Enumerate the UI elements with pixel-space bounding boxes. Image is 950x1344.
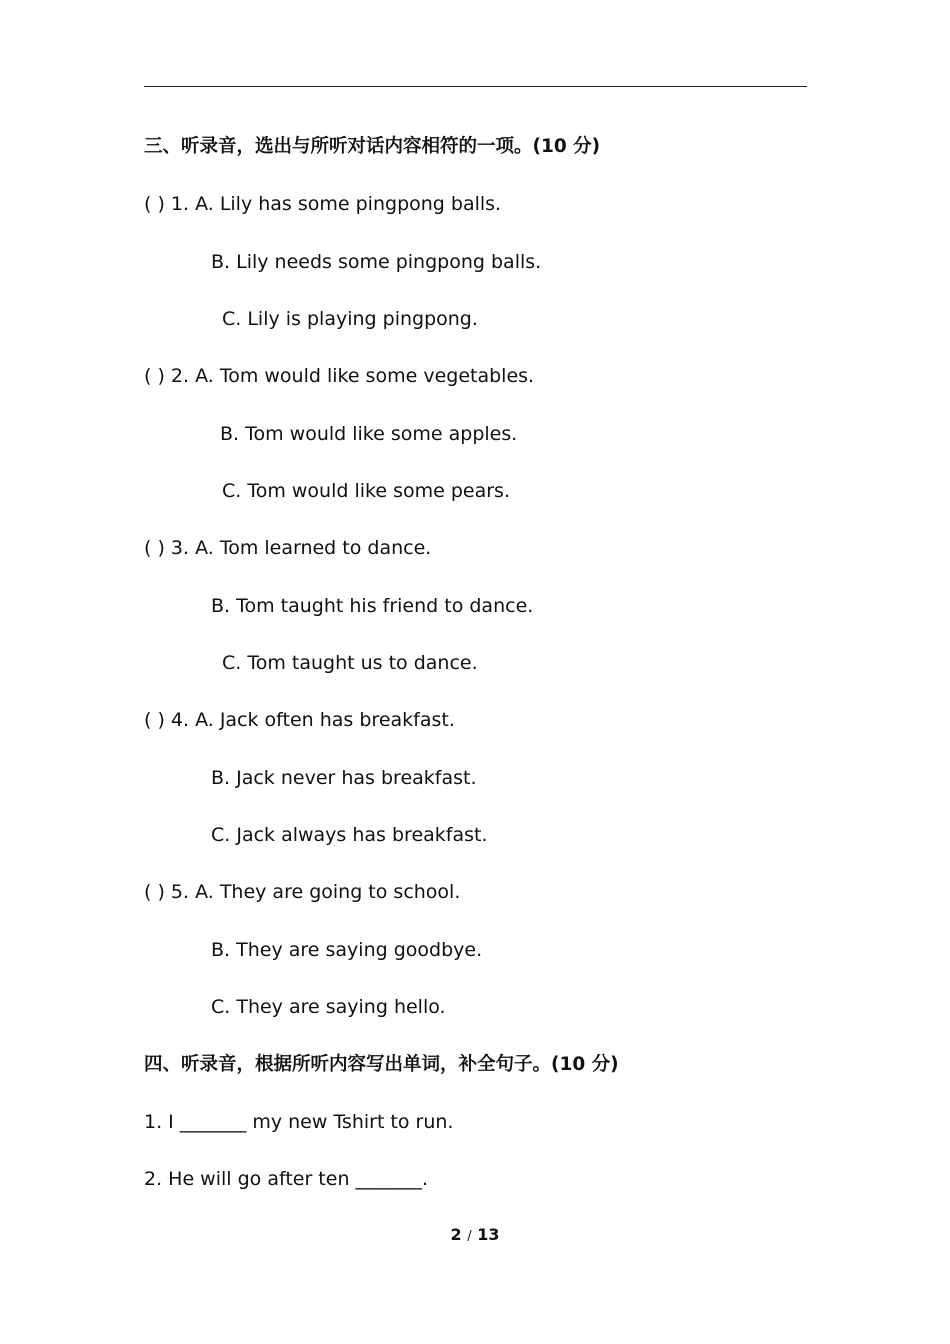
- q1-option-c: C. Lily is playing pingpong.: [222, 308, 478, 330]
- page-separator: /: [467, 1229, 472, 1244]
- q1-option-b: B. Lily needs some pingpong balls.: [211, 251, 542, 273]
- page-total: 13: [477, 1225, 500, 1244]
- page-current: 2: [450, 1225, 462, 1244]
- q3-option-b: B. Tom taught his friend to dance.: [211, 595, 534, 617]
- q5-option-b: B. They are saying goodbye.: [211, 939, 483, 961]
- q1-option-a: ( ) 1. A. Lily has some pingpong balls.: [144, 193, 502, 215]
- q5-option-a: ( ) 5. A. They are going to school.: [144, 881, 461, 903]
- header-rule: [144, 86, 807, 87]
- q4-option-b: B. Jack never has breakfast.: [211, 767, 477, 789]
- section-4-heading: 四、听录音，根据所听内容写出单词，补全句子。(10 分): [144, 1054, 619, 1075]
- fill-sentence-1: 1. I _______ my new Tshirt to run.: [144, 1111, 454, 1133]
- q5-option-c: C. They are saying hello.: [211, 996, 446, 1018]
- q3-option-a: ( ) 3. A. Tom learned to dance.: [144, 537, 432, 559]
- q4-option-c: C. Jack always has breakfast.: [211, 824, 488, 846]
- section-3-heading: 三、听录音，选出与所听对话内容相符的一项。(10 分): [144, 136, 601, 157]
- q4-option-a: ( ) 4. A. Jack often has breakfast.: [144, 709, 455, 731]
- fill-sentence-2: 2. He will go after ten _______.: [144, 1168, 429, 1190]
- q2-option-a: ( ) 2. A. Tom would like some vegetables.: [144, 365, 535, 387]
- q2-option-c: C. Tom would like some pears.: [222, 480, 510, 502]
- q2-option-b: B. Tom would like some apples.: [220, 423, 518, 445]
- q3-option-c: C. Tom taught us to dance.: [222, 652, 478, 674]
- page-number: [0, 1225, 950, 1244]
